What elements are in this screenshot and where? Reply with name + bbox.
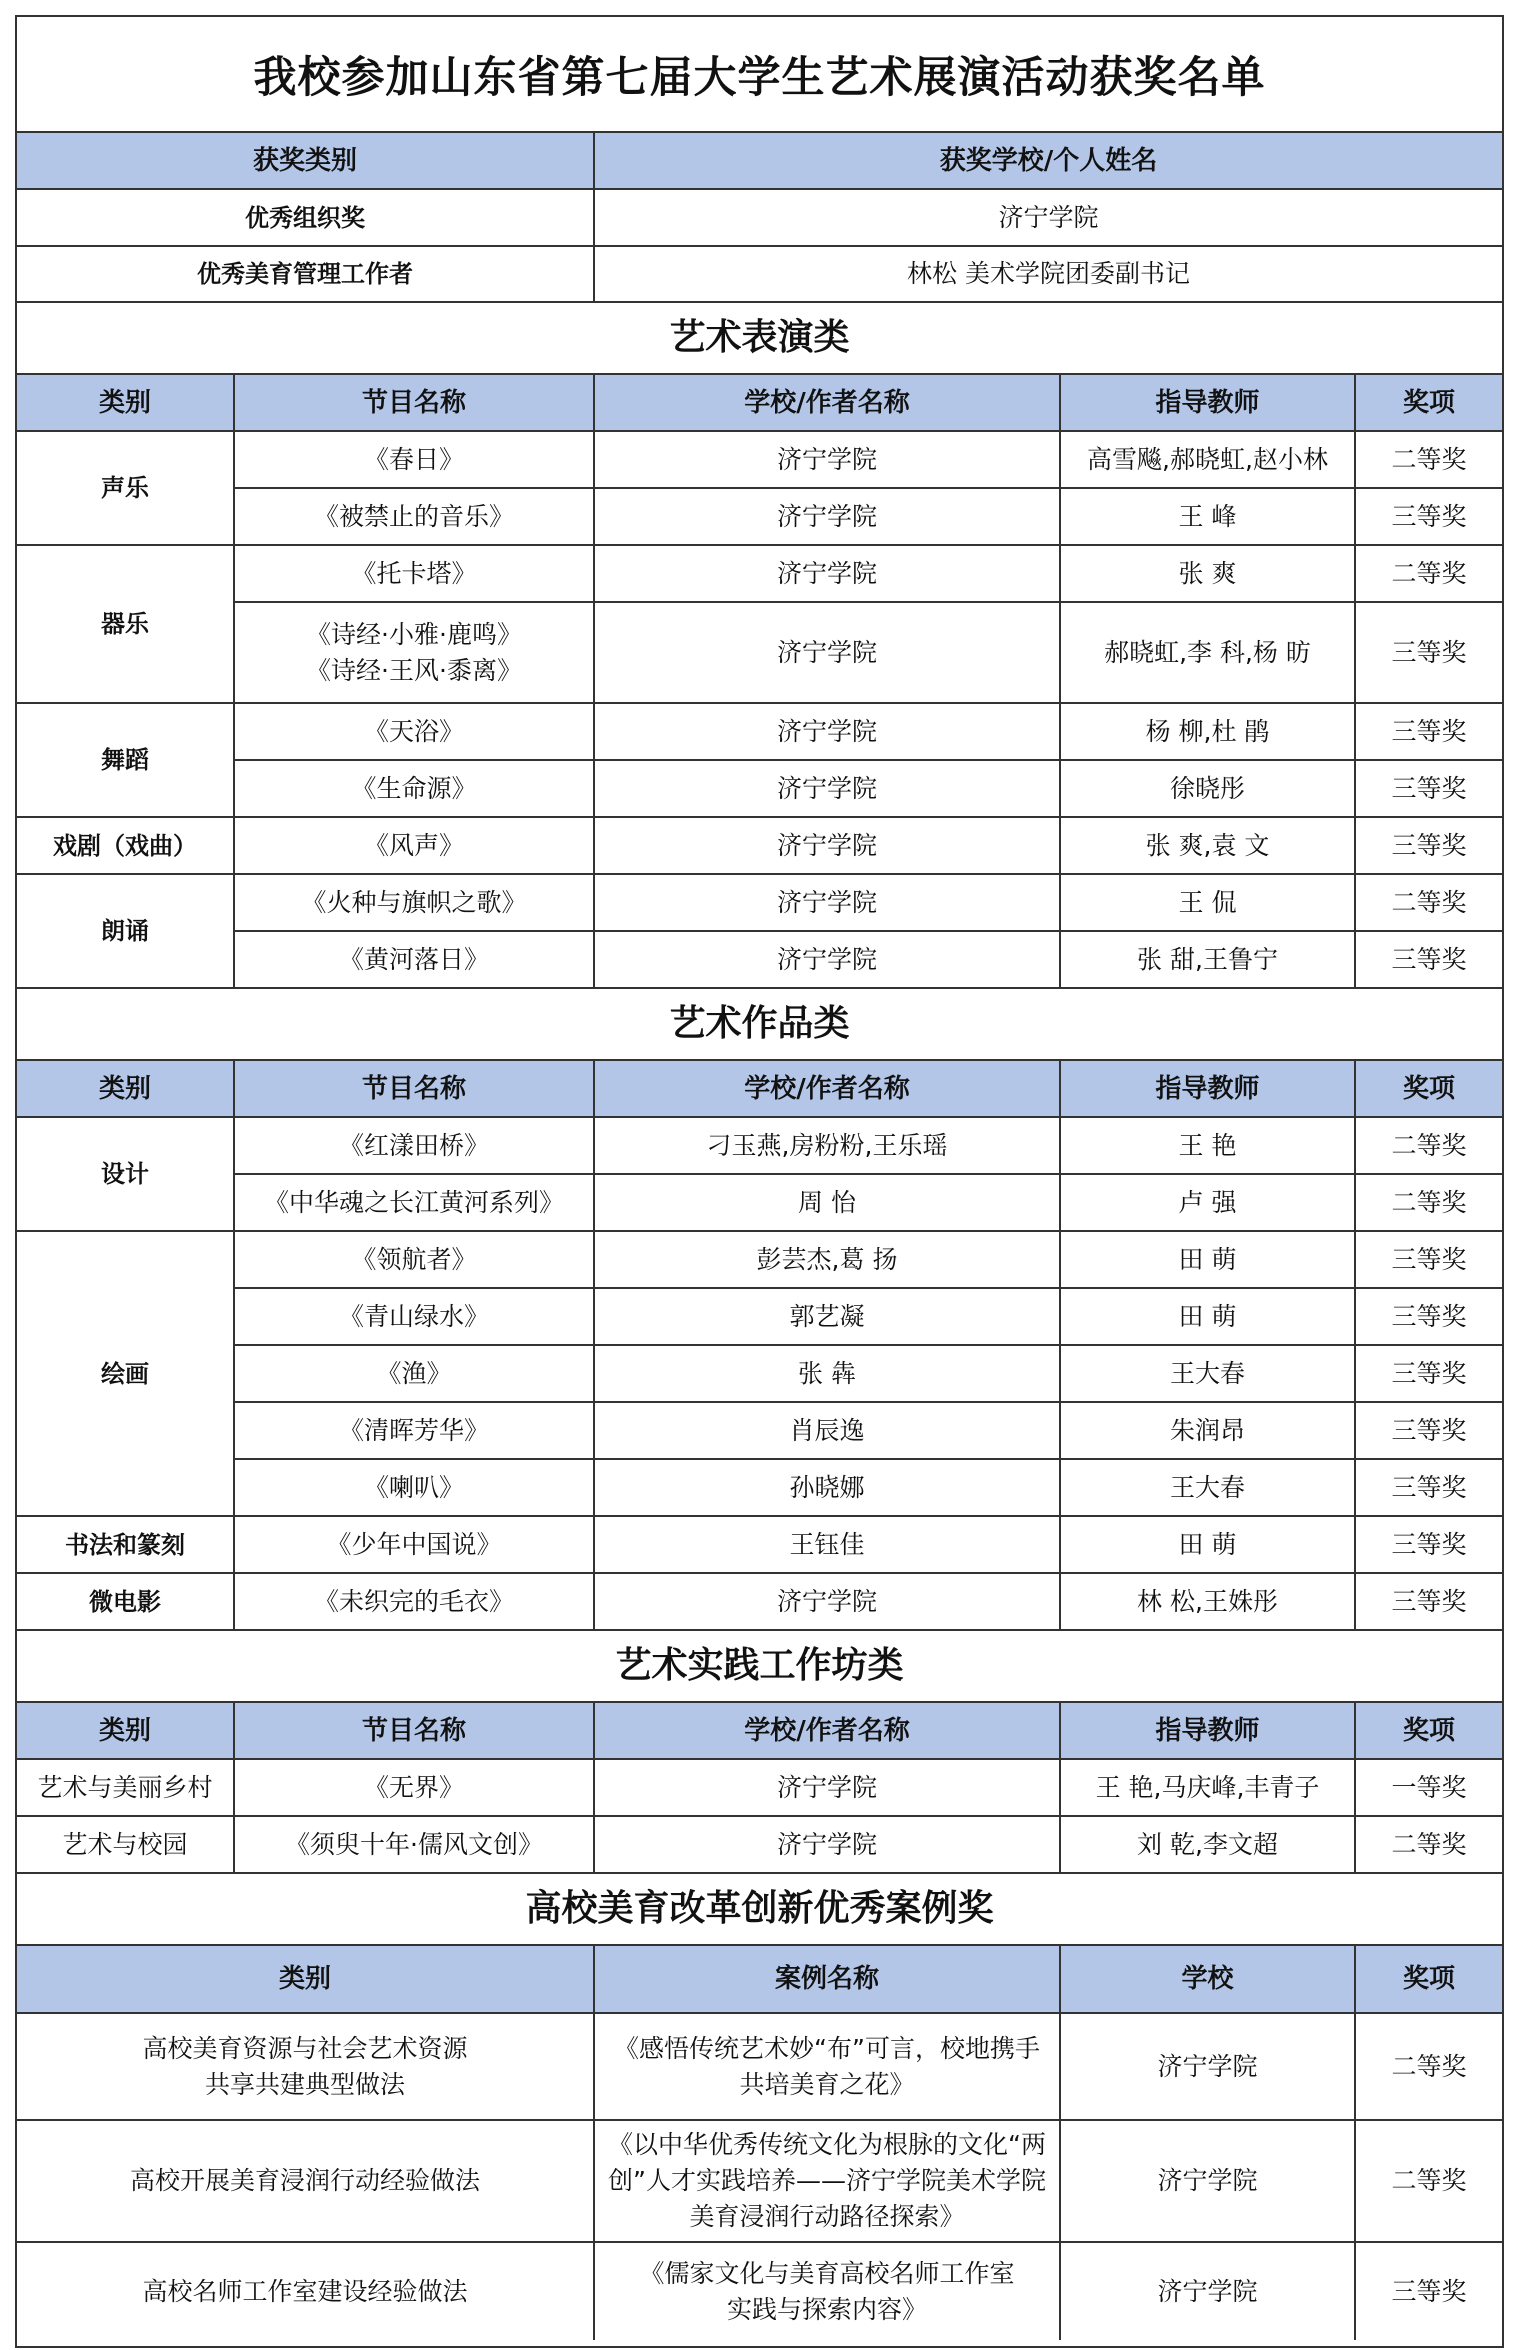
table-row	[17, 874, 1502, 931]
school-cell: 刁玉燕,房粉粉,王乐瑶	[594, 1117, 1060, 1174]
award-cell: 三等奖	[1355, 1459, 1502, 1516]
table-row	[17, 488, 1502, 545]
instructor-cell: 刘 乾,李文超	[1060, 1816, 1355, 1873]
program-name-cell: 《无界》	[234, 1759, 594, 1816]
award-category-cell: 优秀组织奖	[17, 189, 594, 246]
table-row	[17, 1402, 1502, 1459]
program-name-cell: 《中华魂之长江黄河系列》	[234, 1174, 594, 1231]
program-name-cell: 《天浴》	[234, 703, 594, 760]
table-row	[17, 1573, 1502, 1630]
award-cell: 三等奖	[1355, 1402, 1502, 1459]
school-cell: 济宁学院	[594, 1573, 1060, 1630]
instructor-cell: 张 甜,王鲁宁	[1060, 931, 1355, 988]
school-cell: 济宁学院	[1060, 2120, 1355, 2242]
header-category: 类别	[17, 374, 234, 431]
school-cell: 济宁学院	[594, 602, 1060, 703]
award-cell: 二等奖	[1355, 2013, 1502, 2120]
case-name-cell	[594, 2242, 1060, 2340]
header-award-category: 获奖类别	[17, 133, 594, 189]
table-row	[17, 431, 1502, 488]
table-row	[17, 703, 1502, 760]
school-cell: 济宁学院	[594, 545, 1060, 602]
school-cell: 济宁学院	[594, 1759, 1060, 1816]
table-row	[17, 1288, 1502, 1345]
works-table	[17, 989, 1502, 1631]
table-row	[17, 246, 1502, 302]
header-program-name: 节目名称	[234, 1702, 594, 1759]
instructor-cell: 王大春	[1060, 1459, 1355, 1516]
section-title-works: 艺术作品类	[17, 989, 1502, 1060]
award-cell: 三等奖	[1355, 931, 1502, 988]
header-award: 奖项	[1355, 1702, 1502, 1759]
header-program-name: 节目名称	[234, 1060, 594, 1117]
table-row	[17, 545, 1502, 602]
award-cell: 三等奖	[1355, 1345, 1502, 1402]
table-row	[17, 1459, 1502, 1516]
category-cell: 书法和篆刻	[17, 1516, 234, 1573]
school-cell: 周 怡	[594, 1174, 1060, 1231]
organization-award-table	[17, 133, 1502, 303]
table-row	[17, 1117, 1502, 1174]
award-cell: 三等奖	[1355, 1516, 1502, 1573]
case-category-line: 高校名师工作室建设经验做法	[142, 2276, 468, 2306]
header-school-author: 学校/作者名称	[594, 374, 1060, 431]
program-name-line: 《诗经·小雅·鹿鸣》	[306, 619, 522, 649]
award-recipient-cell: 济宁学院	[594, 189, 1502, 246]
table-row	[17, 1816, 1502, 1873]
table-row	[17, 1231, 1502, 1288]
case-category-cell	[17, 2013, 594, 2120]
program-name-cell: 《火种与旗帜之歌》	[234, 874, 594, 931]
instructor-cell: 卢 强	[1060, 1174, 1355, 1231]
program-name-cell: 《生命源》	[234, 760, 594, 817]
header-category: 类别	[17, 1945, 594, 2013]
header-instructor: 指导教师	[1060, 1060, 1355, 1117]
header-award: 奖项	[1355, 374, 1502, 431]
header-instructor: 指导教师	[1060, 374, 1355, 431]
case-name-line: 创”人才实践培养——济宁学院美术学院	[608, 2166, 1046, 2195]
school-cell: 济宁学院	[594, 817, 1060, 874]
table-row	[17, 931, 1502, 988]
case-category-cell	[17, 2120, 594, 2242]
case-name-line: 《以中华优秀传统文化为根脉的文化“两	[608, 2130, 1046, 2159]
instructor-cell: 张 爽	[1060, 545, 1355, 602]
case-name-cell	[594, 2013, 1060, 2120]
section-title-workshop: 艺术实践工作坊类	[17, 1631, 1502, 1702]
program-name-cell: 《领航者》	[234, 1231, 594, 1288]
award-cell: 二等奖	[1355, 2120, 1502, 2242]
instructor-cell: 朱润昂	[1060, 1402, 1355, 1459]
case-category-cell	[17, 2242, 594, 2340]
school-cell: 济宁学院	[1060, 2242, 1355, 2340]
school-cell: 济宁学院	[594, 431, 1060, 488]
instructor-cell: 林 松,王姝彤	[1060, 1573, 1355, 1630]
school-cell: 孙晓娜	[594, 1459, 1060, 1516]
case-category-line: 共享共建典型做法	[204, 2069, 405, 2099]
category-cell: 绘画	[17, 1231, 234, 1516]
program-name-cell: 《红漾田桥》	[234, 1117, 594, 1174]
header-award-recipient: 获奖学校/个人姓名	[594, 133, 1502, 189]
award-cell: 三等奖	[1355, 760, 1502, 817]
instructor-cell: 王 艳	[1060, 1117, 1355, 1174]
program-name-cell: 《春日》	[234, 431, 594, 488]
case-name-line: 《感悟传统艺术妙“布”可言，校地携手	[614, 2033, 1040, 2063]
program-name-cell: 《渔》	[234, 1345, 594, 1402]
table-row	[17, 1759, 1502, 1816]
header-case-name: 案例名称	[594, 1945, 1060, 2013]
program-name-cell: 《被禁止的音乐》	[234, 488, 594, 545]
table-header-row	[17, 374, 1502, 431]
program-name-cell: 《托卡塔》	[234, 545, 594, 602]
award-category-cell: 优秀美育管理工作者	[17, 246, 594, 302]
table-row	[17, 760, 1502, 817]
award-cell: 二等奖	[1355, 545, 1502, 602]
instructor-cell: 杨 柳,杜 鹃	[1060, 703, 1355, 760]
performance-table	[17, 303, 1502, 989]
program-name-cell: 《少年中国说》	[234, 1516, 594, 1573]
award-list-document	[15, 15, 1504, 2348]
section-title-cases: 高校美育改革创新优秀案例奖	[17, 1874, 1502, 1945]
header-instructor: 指导教师	[1060, 1702, 1355, 1759]
school-cell: 郭艺凝	[594, 1288, 1060, 1345]
category-cell: 戏剧（戏曲）	[17, 817, 234, 874]
school-cell: 济宁学院	[594, 488, 1060, 545]
section-title-performance: 艺术表演类	[17, 303, 1502, 374]
program-name-cell: 《清晖芳华》	[234, 1402, 594, 1459]
category-cell: 声乐	[17, 431, 234, 545]
header-category: 类别	[17, 1060, 234, 1117]
table-row	[17, 189, 1502, 246]
instructor-cell: 郝晓虹,李 科,杨 昉	[1060, 602, 1355, 703]
program-name-cell: 《青山绿水》	[234, 1288, 594, 1345]
school-cell: 济宁学院	[594, 760, 1060, 817]
header-category: 类别	[17, 1702, 234, 1759]
category-cell: 艺术与美丽乡村	[17, 1759, 234, 1816]
table-header-row	[17, 1702, 1502, 1759]
award-cell: 二等奖	[1355, 874, 1502, 931]
case-name-line: 《儒家文化与美育高校名师工作室	[639, 2258, 1015, 2288]
award-cell: 二等奖	[1355, 431, 1502, 488]
header-school: 学校	[1060, 1945, 1355, 2013]
program-name-cell: 《风声》	[234, 817, 594, 874]
instructor-cell: 王 侃	[1060, 874, 1355, 931]
school-cell: 济宁学院	[594, 1816, 1060, 1873]
program-name-cell: 《黄河落日》	[234, 931, 594, 988]
instructor-cell: 田 萌	[1060, 1516, 1355, 1573]
program-name-cell: 《未织完的毛衣》	[234, 1573, 594, 1630]
award-cell: 二等奖	[1355, 1117, 1502, 1174]
table-row	[17, 602, 1502, 703]
instructor-cell: 徐晓彤	[1060, 760, 1355, 817]
table-row	[17, 2013, 1502, 2120]
instructor-cell: 王大春	[1060, 1345, 1355, 1402]
award-cell: 二等奖	[1355, 1816, 1502, 1873]
program-name-cell: 《须臾十年·儒风文创》	[234, 1816, 594, 1873]
table-header-row	[17, 133, 1502, 189]
award-cell: 二等奖	[1355, 1174, 1502, 1231]
category-cell: 艺术与校园	[17, 1816, 234, 1873]
category-cell: 设计	[17, 1117, 234, 1231]
instructor-cell: 田 萌	[1060, 1231, 1355, 1288]
case-name-cell	[594, 2120, 1060, 2242]
award-cell: 三等奖	[1355, 602, 1502, 703]
award-cell: 一等奖	[1355, 1759, 1502, 1816]
school-cell: 王钰佳	[594, 1516, 1060, 1573]
award-cell: 三等奖	[1355, 1231, 1502, 1288]
header-program-name: 节目名称	[234, 374, 594, 431]
award-cell: 三等奖	[1355, 1573, 1502, 1630]
school-cell: 肖辰逸	[594, 1402, 1060, 1459]
category-cell: 微电影	[17, 1573, 234, 1630]
school-cell: 彭芸杰,葛 扬	[594, 1231, 1060, 1288]
table-row	[17, 2120, 1502, 2242]
table-row	[17, 1174, 1502, 1231]
page-title: 我校参加山东省第七届大学生艺术展演活动获奖名单	[17, 17, 1502, 133]
school-cell: 张 犇	[594, 1345, 1060, 1402]
school-cell: 济宁学院	[594, 931, 1060, 988]
award-cell: 三等奖	[1355, 703, 1502, 760]
case-name-line: 实践与探索内容》	[726, 2294, 927, 2324]
school-cell: 济宁学院	[1060, 2013, 1355, 2120]
award-cell: 三等奖	[1355, 2242, 1502, 2340]
instructor-cell: 田 萌	[1060, 1288, 1355, 1345]
instructor-cell: 张 爽,袁 文	[1060, 817, 1355, 874]
award-cell: 三等奖	[1355, 488, 1502, 545]
instructor-cell: 王 艳,马庆峰,丰青子	[1060, 1759, 1355, 1816]
header-award: 奖项	[1355, 1060, 1502, 1117]
award-cell: 三等奖	[1355, 817, 1502, 874]
workshop-table	[17, 1631, 1502, 1874]
case-category-line: 高校美育资源与社会艺术资源	[142, 2033, 468, 2063]
cases-table	[17, 1874, 1502, 2340]
header-school-author: 学校/作者名称	[594, 1060, 1060, 1117]
table-row	[17, 1345, 1502, 1402]
school-cell: 济宁学院	[594, 703, 1060, 760]
category-cell: 朗诵	[17, 874, 234, 988]
category-cell: 器乐	[17, 545, 234, 703]
table-row	[17, 817, 1502, 874]
category-cell: 舞蹈	[17, 703, 234, 817]
school-cell: 济宁学院	[594, 874, 1060, 931]
header-school-author: 学校/作者名称	[594, 1702, 1060, 1759]
table-header-row	[17, 1060, 1502, 1117]
header-award: 奖项	[1355, 1945, 1502, 2013]
case-category-line: 高校开展美育浸润行动经验做法	[129, 2166, 480, 2195]
award-cell: 三等奖	[1355, 1288, 1502, 1345]
case-name-line: 美育浸润行动路径探索》	[689, 2202, 965, 2231]
case-name-line: 共培美育之花》	[739, 2069, 915, 2099]
instructor-cell: 高雪飚,郝晓虹,赵小林	[1060, 431, 1355, 488]
award-recipient-cell: 林松 美术学院团委副书记	[594, 246, 1502, 302]
instructor-cell: 王 峰	[1060, 488, 1355, 545]
program-name-cell: 《喇叭》	[234, 1459, 594, 1516]
table-row	[17, 2242, 1502, 2340]
program-name-cell	[234, 602, 594, 703]
table-header-row	[17, 1945, 1502, 2013]
program-name-line: 《诗经·王风·黍离》	[306, 655, 522, 685]
table-row	[17, 1516, 1502, 1573]
